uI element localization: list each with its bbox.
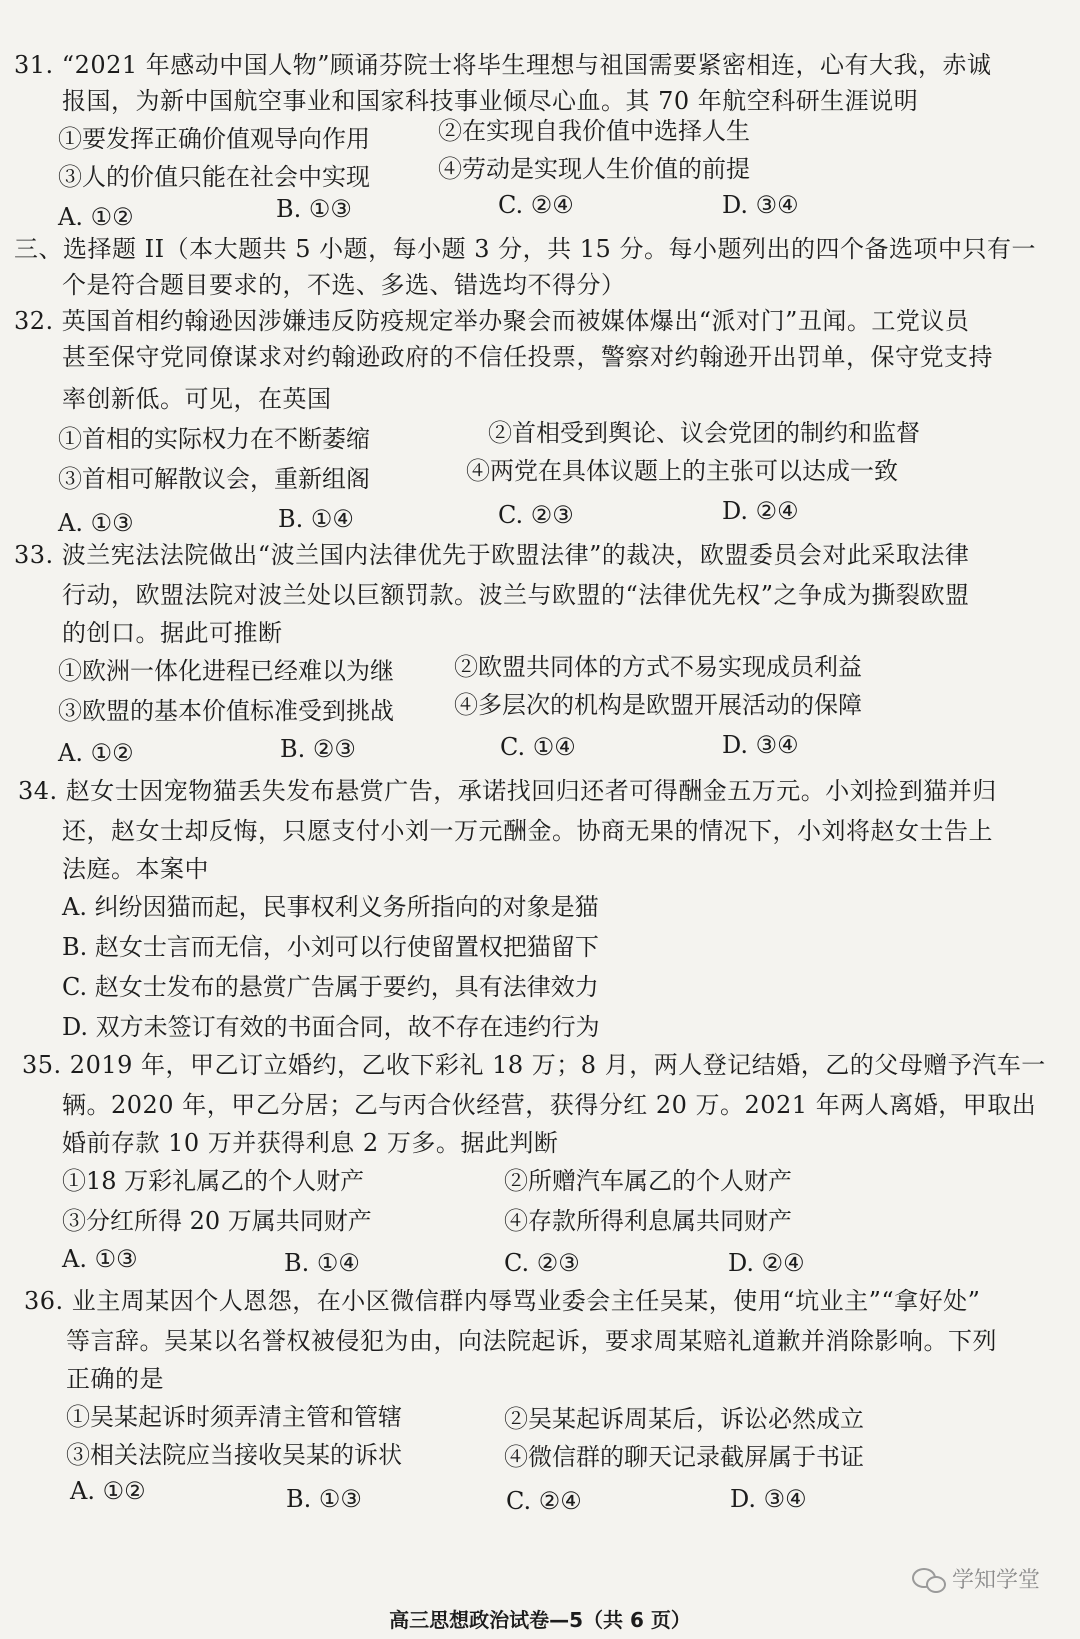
q35-choice-a: A. ①③ [62,1245,138,1273]
section3-heading-line1: 三、选择题 II（本大题共 5 小题，每小题 3 分，共 15 分。每小题列出的四个备选项中只有一 [14,235,1036,263]
q33-stem-line2: 行动，欧盟法院对波兰处以巨额罚款。波兰与欧盟的“法律优先权”之争成为撕裂欧盟 [62,581,970,609]
q32-choice-a: A. ①③ [58,509,134,537]
q32-choice-d: D. ②④ [722,497,799,525]
q34-stem-line2: 还，赵女士却反悔，只愿支付小刘一万元酬金。协商无果的情况下，小刘将赵女士告上 [62,817,993,845]
q32-statement-4: ④两党在具体议题上的主张可以达成一致 [466,457,898,485]
q35-choice-c: C. ②③ [504,1249,580,1277]
q31-stem-line2: 报国，为新中国航空事业和国家科技事业倾尽心血。其 70 年航空科研生涯说明 [62,87,919,115]
q31-statement-4: ④劳动是实现人生价值的前提 [438,155,750,183]
q32-statement-3: ③首相可解散议会，重新组阁 [58,465,370,493]
q32-stem-line3: 率创新低。可见，在英国 [62,385,332,413]
q34-choice-b: B. 赵女士言而无信，小刘可以行使留置权把猫留下 [62,933,599,961]
q31-choice-b: B. ①③ [276,195,352,223]
q35-statement-1: ①18 万彩礼属乙的个人财产 [62,1167,365,1195]
q36-choice-d: D. ③④ [730,1485,807,1513]
q32-choice-b: B. ①④ [278,505,354,533]
q36-statement-3: ③相关法院应当接收吴某的诉状 [66,1441,402,1469]
q33-statement-4: ④多层次的机构是欧盟开展活动的保障 [454,691,862,719]
q32-stem-line2: 甚至保守党同僚谋求对约翰逊政府的不信任投票，警察对约翰逊开出罚单，保守党支持 [62,343,993,371]
page-footer: 高三思想政治试卷—5（共 6 页） [389,1608,691,1632]
q34-choice-d: D. 双方未签订有效的书面合同，故不存在违约行为 [62,1013,600,1041]
q31-stem-line1: 31. “2021 年感动中国人物”顾诵芬院士将毕生理想与祖国需要紧密相连，心有大我，赤诚 [14,51,992,79]
q33-stem-line1: 33. 波兰宪法法院做出“波兰国内法律优先于欧盟法律”的裁决，欧盟委员会对此采取法律 [14,541,970,569]
q35-statement-4: ④存款所得利息属共同财产 [504,1207,792,1235]
section3-heading-line2: 个是符合题目要求的，不选、多选、错选均不得分） [62,271,626,299]
q31-statement-3: ③人的价值只能在社会中实现 [58,163,370,191]
q32-stem-line1: 32. 英国首相约翰逊因涉嫌违反防疫规定举办聚会而被媒体爆出“派对门”丑闻。工党议员 [14,307,970,335]
q33-statement-2: ②欧盟共同体的方式不易实现成员利益 [454,653,862,681]
q33-statement-1: ①欧洲一体化进程已经难以为继 [58,657,394,685]
q36-statement-2: ②吴某起诉周某后，诉讼必然成立 [504,1405,864,1433]
q35-statement-3: ③分红所得 20 万属共同财产 [62,1207,372,1235]
q33-choice-a: A. ①② [58,739,134,767]
q35-stem-line1: 35. 2019 年，甲乙订立婚约，乙收下彩礼 18 万；8 月，两人登记结婚，乙的父母赠予汽车一 [22,1051,1046,1079]
q34-choice-a: A. 纠纷因猫而起，民事权利义务所指向的对象是猫 [62,893,599,921]
q34-stem-line1: 34. 赵女士因宠物猫丢失发布悬赏广告，承诺找回归还者可得酬金五万元。小刘捡到猫并归 [18,777,997,805]
q33-stem-line3: 的创口。据此可推断 [62,619,283,647]
q33-choice-d: D. ③④ [722,731,799,759]
q31-choice-c: C. ②④ [498,191,574,219]
q33-statement-3: ③欧盟的基本价值标准受到挑战 [58,697,394,725]
q32-choice-c: C. ②③ [498,501,574,529]
q32-statement-2: ②首相受到舆论、议会党团的制约和监督 [488,419,920,447]
wechat-icon [912,1566,946,1592]
q32-statement-1: ①首相的实际权力在不断萎缩 [58,425,370,453]
q35-stem-line3: 婚前存款 10 万并获得利息 2 万多。据此判断 [62,1129,559,1157]
q35-stem-line2: 辆。2020 年，甲乙分居；乙与丙合伙经营，获得分红 20 万。2021 年两人离婚，甲取出 [62,1091,1037,1119]
watermark [912,1563,1040,1594]
q36-stem-line2: 等言辞。吴某以名誉权被侵犯为由，向法院起诉，要求周某赔礼道歉并消除影响。下列 [66,1327,997,1355]
q36-choice-b: B. ①③ [286,1485,362,1513]
q34-choice-c: C. 赵女士发布的悬赏广告属于要约，具有法律效力 [62,973,599,1001]
q31-choice-d: D. ③④ [722,191,799,219]
q33-choice-c: C. ①④ [500,733,576,761]
watermark-text: 学知学堂 [951,1568,1040,1593]
q33-choice-b: B. ②③ [280,735,356,763]
q35-statement-2: ②所赠汽车属乙的个人财产 [504,1167,792,1195]
q31-choice-a: A. ①② [58,203,134,231]
q35-choice-d: D. ②④ [728,1249,805,1277]
q31-statement-1: ①要发挥正确价值观导向作用 [58,125,370,153]
q36-stem-line1: 36. 业主周某因个人恩怨，在小区微信群内辱骂业委会主任吴某，使用“坑业主”“拿好处” [24,1287,981,1315]
q31-statement-2: ②在实现自我价值中选择人生 [438,117,750,145]
q35-choice-b: B. ①④ [284,1249,360,1277]
q36-statement-1: ①吴某起诉时须弄清主管和管辖 [66,1403,402,1431]
q34-stem-line3: 法庭。本案中 [62,855,209,883]
q36-stem-line3: 正确的是 [66,1365,164,1393]
q36-statement-4: ④微信群的聊天记录截屏属于书证 [504,1443,864,1471]
q36-choice-a: A. ①② [70,1477,146,1505]
q36-choice-c: C. ②④ [506,1487,582,1515]
